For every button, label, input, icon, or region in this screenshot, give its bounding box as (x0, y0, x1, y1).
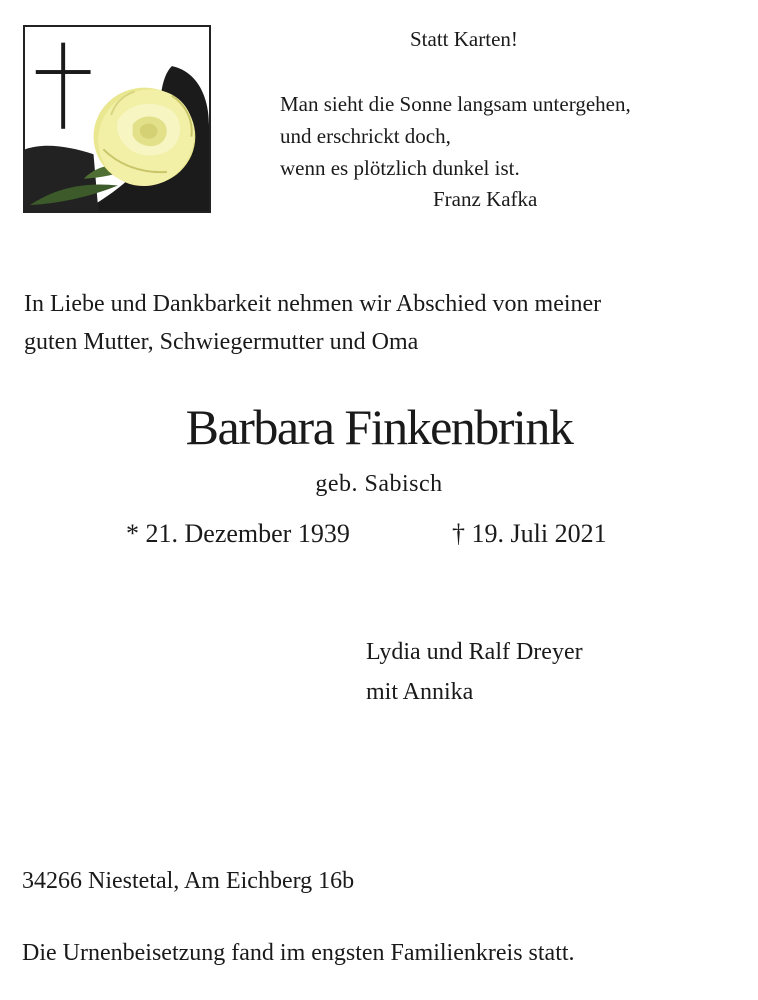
mourners-line: Lydia und Ralf Dreyer (366, 639, 583, 665)
death-date: † 19. Juli 2021 (452, 519, 607, 548)
cross-icon (36, 43, 91, 129)
memorial-emblem (23, 25, 211, 213)
quote-author: Franz Kafka (433, 187, 538, 211)
quote-line: wenn es plötzlich dunkel ist. (280, 156, 520, 180)
burial-note: Die Urnenbeisetzung fand im engsten Familienkreis statt. (22, 940, 575, 966)
address: 34266 Niestetal, Am Eichberg 16b (22, 868, 355, 894)
deceased-name: Barbara Finkenbrink (185, 399, 573, 455)
quote-line: Man sieht die Sonne langsam untergehen, (280, 92, 631, 116)
intro-line: In Liebe und Dankbarkeit nehmen wir Abschied von meiner (24, 291, 602, 317)
birth-date: * 21. Dezember 1939 (126, 519, 350, 548)
quote-line: und erschrickt doch, (280, 124, 451, 148)
mourners-line: mit Annika (366, 679, 474, 705)
maiden-name: geb. Sabisch (315, 471, 443, 497)
rose-icon (94, 88, 196, 186)
notice-heading: Statt Karten! (410, 27, 518, 51)
intro-line: guten Mutter, Schwiegermutter und Oma (24, 329, 419, 355)
